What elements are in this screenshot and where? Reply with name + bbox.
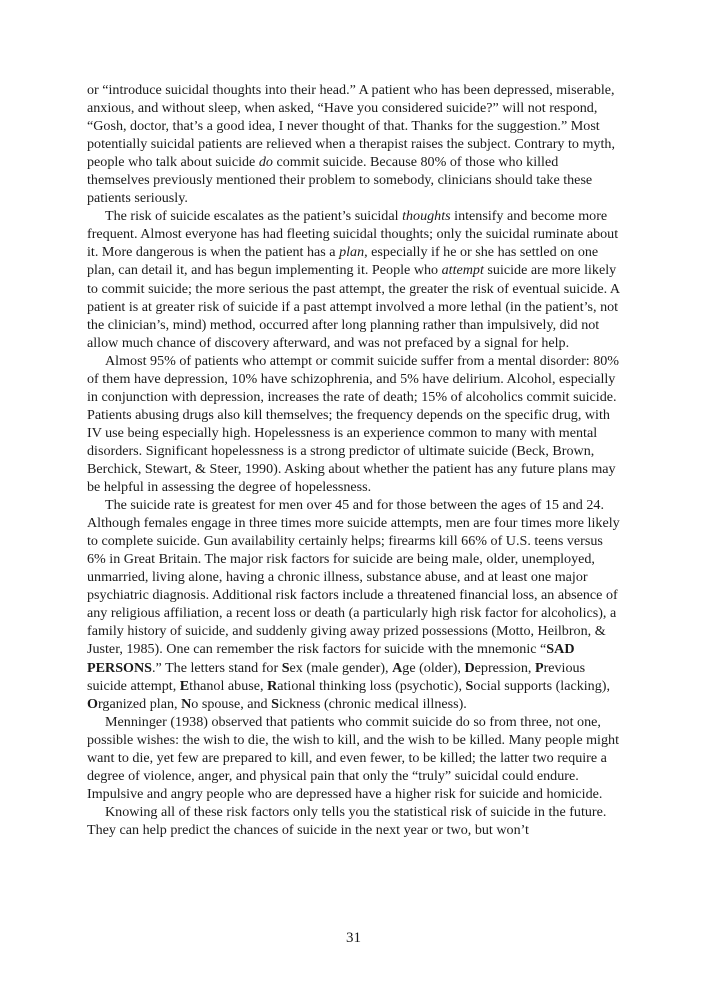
page-number: 31 (346, 930, 361, 946)
text-run: o spouse, and (191, 695, 272, 712)
paragraph-1 (87, 81, 624, 207)
text-run-bold: N (181, 695, 192, 712)
text-run-bold: S (465, 677, 474, 694)
text-run-italic: plan (339, 244, 365, 261)
paragraph-3 (87, 352, 624, 496)
text-run: revious suicide attempt, (87, 659, 586, 694)
text-run: ex (male gender), (289, 659, 393, 676)
document-body (87, 81, 624, 839)
text-run: ocial supports (lacking), (473, 677, 610, 694)
text-run: or “introduce suicidal thoughts into their head.” A patient who has been depressed, miserable, anxious, and without sleep, when asked, “Have you considered suicide?” will not respond, “Gosh, doctor, that’s a good idea, I never thought of that. Thanks for the suggestion.” Most potentially suicidal patients are relieved when a therapist raises the subject. Contrary to myth, people who talk about suicide (87, 82, 615, 171)
text-run: suicide are more likely to commit suicide; the more serious the past attempt, the greater the risk of eventual suicide. A patient is at greater risk of suicide if a past attempt involved a more lethal (in the patient’s, not the clinician’s, mind) method, occurred after long planning rather than impulsively, did not allow much chance of discovery afterward, and was not prefaced by a signal for help. (87, 262, 620, 351)
text-run-bold: E (179, 677, 190, 694)
text-run-bold: SAD PERSONS (87, 641, 575, 676)
text-run: The suicide rate is greatest for men over 45 and for those between the ages of 15 and 24. Although females engage in three times more suicide attempts, men are four times more likely to complete suicide. Gun availability certainly helps; firearms kill 66% of U.S. teens versus 6% in Great Britain. The major risk factors for suicide are being male, older, unemployed, unmarried, living alone, having a chronic illness, substance abuse, and at least one major psychiatric diagnosis. Additional risk factors include a threatened financial loss, an absence of any religious affiliation, a recent loss or death (a particularly high risk factor for alcoholics), a family history of suicide, and suddenly giving away prized possessions (Motto, Heilbron, & Juster, 1985). One can remember the risk factors for suicide with the mnemonic “ (87, 497, 620, 658)
text-run-italic: do (258, 154, 273, 171)
paragraph-6 (87, 803, 624, 839)
text-run-bold: S (271, 695, 279, 712)
paragraph-2 (87, 207, 624, 351)
text-run-bold: P (534, 659, 544, 676)
text-run: epression, (474, 659, 535, 676)
text-run: ickness (chronic medical illness). (278, 695, 467, 712)
text-run: Menninger (1938) observed that patients who commit suicide do so from three, not one, possible wishes: the wish to die, the wish to kill, and the wish to be killed. Many people might want to die, yet few are prepared to kill, and even fewer, to be killed; the latter two require a degree of violence, anger, and physical pain that only the “truly” suicidal could endure. Impulsive and angry people who are depressed have a higher risk for suicide and homicide. (87, 713, 619, 802)
text-run: commit suicide. Because 80% of those who killed themselves previously mentioned their problem to somebody, clinicians should take these patients seriously. (87, 154, 593, 207)
text-run-bold: A (392, 659, 403, 676)
text-run: intensify and become more frequent. Almost everyone has had fleeting suicidal thoughts; only the suicidal ruminate about it. More dangerous is when the patient has a (87, 208, 619, 261)
paragraph-5 (87, 713, 624, 803)
paragraph-4 (87, 496, 624, 713)
text-run: .” The letters stand for (152, 659, 282, 676)
text-run: Knowing all of these risk factors only tells you the statistical risk of suicide in the future. They can help predict the chances of suicide in the next year or two, but won’t (87, 803, 607, 838)
text-run: , especially if he or she has settled on one plan, can detail it, and has begun implementing it. People who (87, 244, 599, 279)
text-run-italic: attempt (441, 262, 484, 279)
text-run: Almost 95% of patients who attempt or commit suicide suffer from a mental disorder: 80% of them have depression, 10% have schizophrenia, and 5% have delirium. Alcohol, especially in conjunction with depression, increases the rate of death; 15% of alcoholics commit suicide. Patients abusing drugs also kill themselves; the frequency depends on the specific drug, with IV use being especially high. Hopelessness is an experience common to many with mental disorders. Significant hopelessness is a strong predictor of ultimate suicide (Beck, Brown, Berchick, Stewart, & Steer, 1990). Asking about whether the patient has any future plans may be helpful in assessing the degree of hopelessness. (87, 352, 620, 496)
text-run: ge (older), (402, 659, 465, 676)
text-run: rganized plan, (97, 695, 182, 712)
text-run-bold: R (267, 677, 278, 694)
text-run-bold: D (464, 659, 475, 676)
text-run: The risk of suicide escalates as the patient’s suicidal (105, 208, 403, 225)
text-run-bold: S (281, 659, 290, 676)
text-run: thanol abuse, (189, 677, 268, 694)
text-run-bold: O (87, 695, 98, 712)
text-run-italic: thoughts (402, 208, 451, 225)
text-run: ational thinking loss (psychotic), (277, 677, 466, 694)
